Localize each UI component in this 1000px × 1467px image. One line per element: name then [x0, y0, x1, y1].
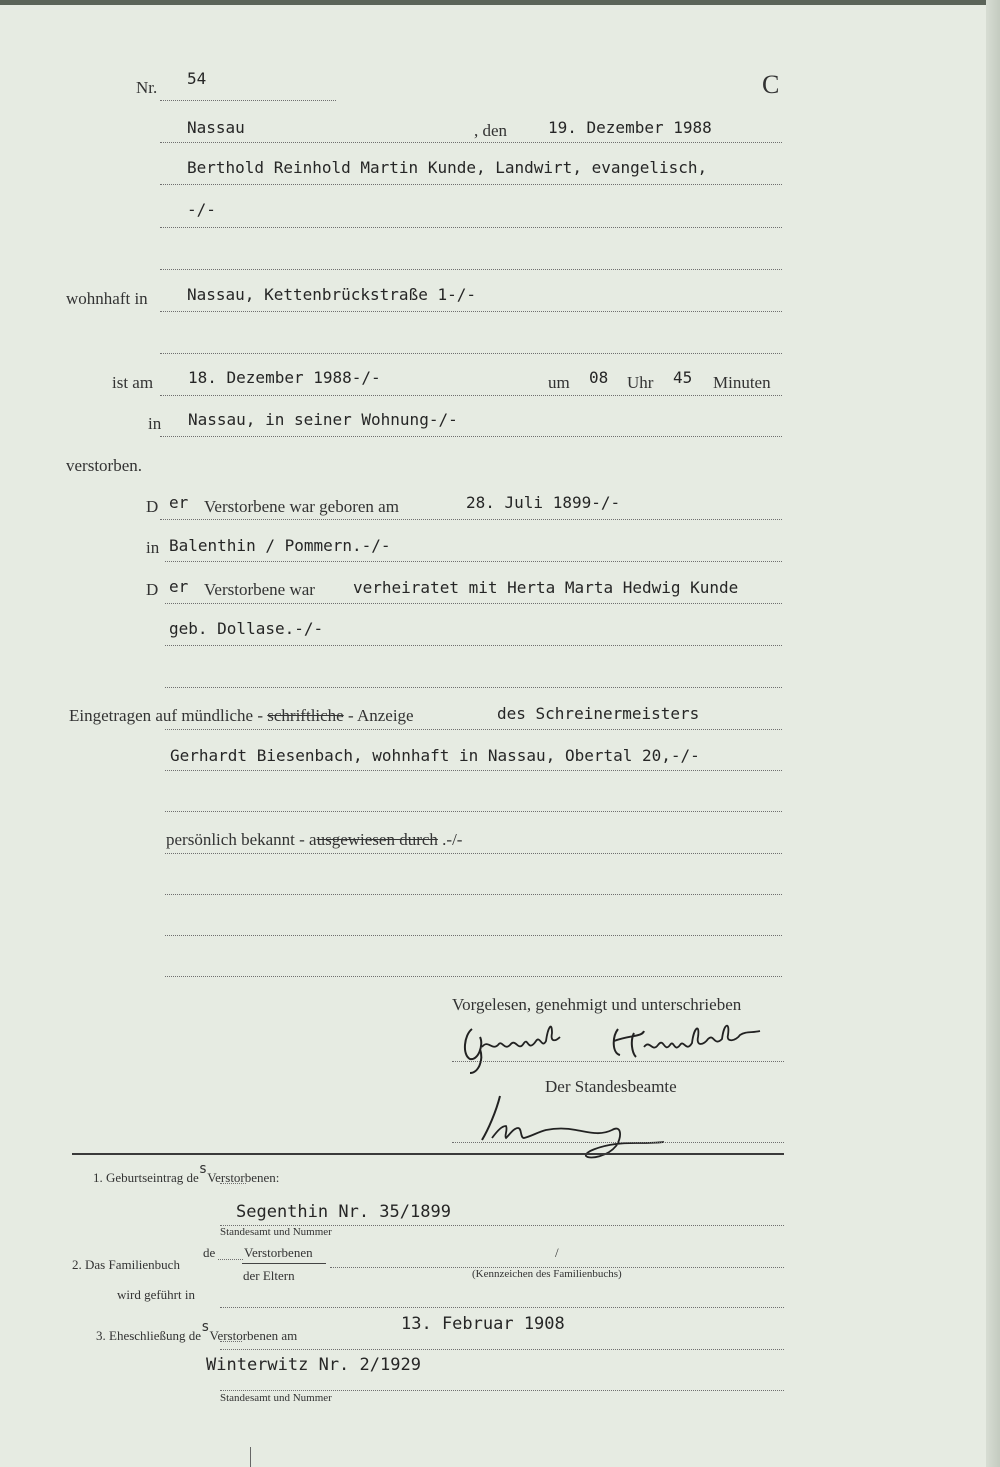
blank-line-4 [165, 811, 782, 812]
standesbeamte-label: Der Standesbeamte [545, 1077, 677, 1096]
birth-place: Balenthin / Pommern.-/- [169, 536, 391, 555]
bekannt-label: persönlich bekannt - ausgewiesen durch .-/- [166, 830, 463, 849]
hour: 08 [589, 368, 609, 387]
ehe-place: Winterwitz Nr. 2/1929 [206, 1355, 421, 1375]
der-eltern: der Eltern [243, 1268, 295, 1283]
er-suffix-2: er [169, 577, 189, 596]
standesamt-label-2: Standesamt und Nummer [220, 1392, 332, 1404]
war-label: Verstorbene war [204, 580, 315, 599]
informant-line-2 [165, 770, 782, 771]
informant-1: des Schreinermeisters [497, 704, 700, 723]
er-suffix: er [169, 493, 189, 512]
nr-label: Nr. [136, 78, 158, 97]
page-right-edge [986, 0, 1000, 1467]
informant-line-1 [165, 729, 782, 730]
date-line [160, 142, 782, 143]
wohnhaft-label: wohnhaft in [66, 289, 148, 308]
d-prefix-2: D [146, 580, 159, 599]
death-place: Nassau, in seiner Wohnung-/- [188, 410, 458, 429]
den-label: , den [474, 121, 508, 140]
slash: / [555, 1245, 559, 1260]
um-label: um [548, 373, 570, 392]
page-top-edge [0, 0, 1000, 5]
standesamt-label: Standesamt und Nummer [220, 1226, 332, 1238]
in-label: in [148, 414, 162, 433]
blank-line-1 [160, 269, 782, 270]
uhr-label: Uhr [627, 373, 654, 392]
verstorben-label: verstorben. [66, 456, 143, 475]
bekannt-line [165, 853, 782, 854]
married-line-2: geb. Dollase.-/- [169, 619, 324, 638]
blank-line-5 [165, 894, 782, 895]
geburt-de-line [220, 1183, 246, 1184]
kennzeichen-label: (Kennzeichen des Familienbuchs) [472, 1268, 622, 1280]
name-line-2: -/- [187, 200, 216, 219]
name-line: Berthold Reinhold Martin Kunde, Landwirt, evangelisch, [187, 158, 708, 177]
informant-signature [458, 1015, 798, 1077]
d-prefix: D [146, 497, 159, 516]
address-line [160, 311, 782, 312]
time-line [160, 395, 782, 396]
name-line-rule-2 [160, 227, 782, 228]
fraction-bar [242, 1263, 326, 1264]
ehe-place-line [220, 1390, 784, 1391]
geburt-label: 1. Geburtseintrag desVerstorbenen: [93, 1161, 280, 1185]
birth-date: 28. Juli 1899-/- [466, 493, 621, 512]
blank-line-2 [160, 353, 782, 354]
gefuehrt-label: wird geführt in [117, 1287, 195, 1302]
birth-place-line [165, 561, 782, 562]
place: Nassau [187, 118, 245, 137]
blank-line-3 [165, 687, 782, 688]
minuten-label: Minuten [713, 373, 771, 392]
minutes: 45 [673, 368, 693, 387]
death-place-line [160, 436, 782, 437]
signature-line-1 [452, 1061, 784, 1062]
geburt-value: Segenthin Nr. 35/1899 [236, 1202, 451, 1222]
in-label-2: in [146, 538, 160, 557]
address: Nassau, Kettenbrückstraße 1-/- [187, 285, 476, 304]
ehe-date: 13. Februar 1908 [401, 1314, 565, 1334]
name-line-rule [160, 184, 782, 185]
birth-date-line [160, 519, 782, 520]
gefuehrt-line [220, 1307, 784, 1308]
married-line-rule [165, 603, 782, 604]
ist-am-label: ist am [112, 373, 154, 392]
margin-mark [250, 1447, 251, 1467]
de-label: de [203, 1245, 216, 1260]
vorgelesen-label: Vorgelesen, genehmigt und unterschrieben [452, 995, 742, 1014]
fam-verstorbenen: Verstorbenen [244, 1245, 313, 1260]
blank-line-6 [165, 935, 782, 936]
section-divider [72, 1153, 784, 1155]
nr-value: 54 [187, 69, 207, 88]
familienbuch-label: 2. Das Familienbuch [72, 1257, 180, 1272]
blank-line-7 [165, 976, 782, 977]
signature-line-2 [452, 1142, 784, 1143]
informant-2: Gerhardt Biesenbach, wohnhaft in Nassau, Obertal 20,-/- [170, 746, 700, 765]
married-line-rule-2 [165, 645, 782, 646]
de-line [218, 1259, 243, 1260]
married-line-1: verheiratet mit Herta Marta Hedwig Kunde [353, 578, 739, 597]
eingetragen-label: Eingetragen auf mündliche - schriftliche - Anzeige [69, 706, 414, 725]
ehe-label: 3. Eheschließung desVerstorbenen am [96, 1319, 298, 1343]
corner-letter: C [762, 70, 780, 99]
born-label: Verstorbene war geboren am [204, 497, 399, 516]
registrar-signature [474, 1090, 704, 1170]
ehe-de-line [220, 1341, 242, 1342]
death-date: 18. Dezember 1988-/- [188, 368, 381, 387]
nr-line [160, 100, 336, 101]
ehe-date-line [220, 1349, 784, 1350]
date: 19. Dezember 1988 [548, 118, 712, 137]
